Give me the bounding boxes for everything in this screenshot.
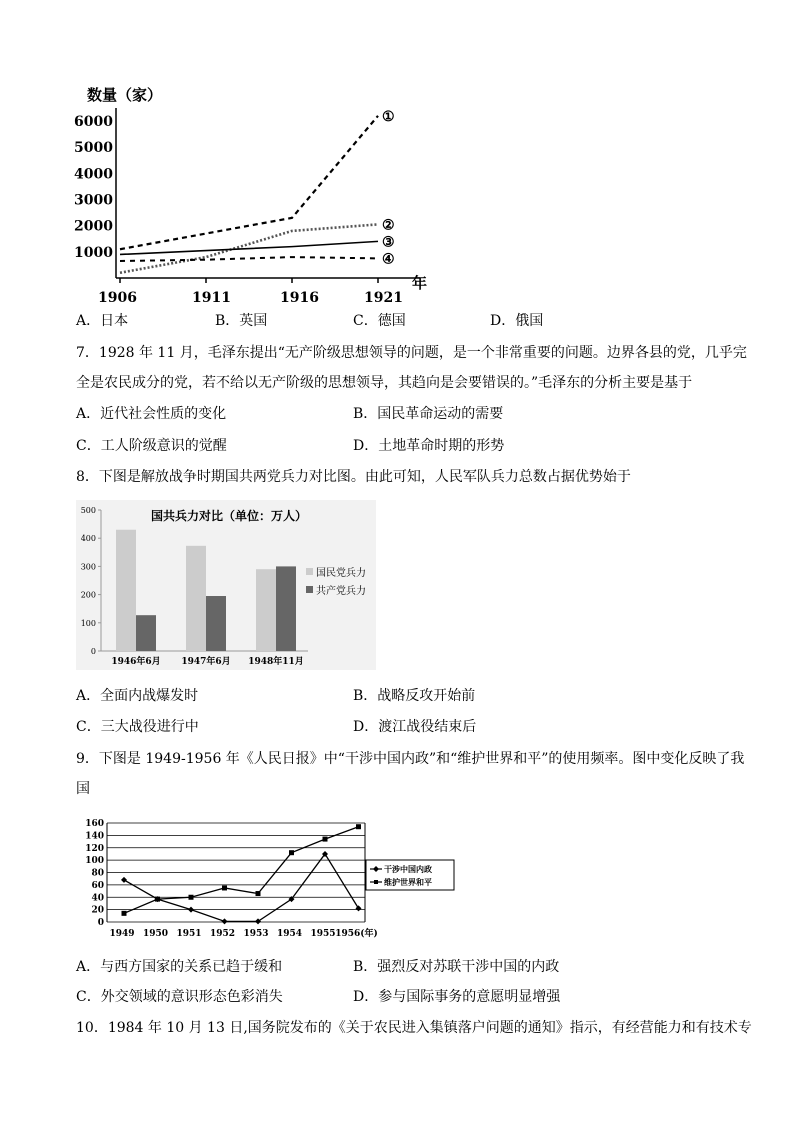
q6-option-a[interactable]: A．日本 [76, 313, 129, 329]
chart2-x-tick-label: 1946年6月 [111, 657, 161, 667]
chart3-point-square [323, 837, 328, 842]
chart3-point-square [356, 824, 361, 829]
q7-option-b[interactable]: B．国民革命运动的需要 [353, 406, 504, 422]
chart1-series-label: ③ [382, 234, 395, 251]
q9-option-b[interactable]: B．强烈反对苏联干涉中国的内政 [353, 959, 560, 975]
chart2-y-tick-label: 0 [90, 647, 96, 656]
q9-stem-line1: 9．下图是 1949-1956 年《人民日报》中“干涉中国内政”和“维护世界和平”的使用频率。图中变化反映了我 [76, 751, 745, 767]
chart3-point-square [122, 911, 127, 916]
q7-option-a[interactable]: A．近代社会性质的变化 [76, 406, 227, 422]
chart1-y-tick-label: 2000 [74, 218, 113, 235]
chart1-y-tick-label: 5000 [74, 140, 113, 157]
chart3-x-tick-label: 1952 [209, 929, 236, 939]
chart1-series-label: ① [382, 108, 395, 125]
chart2-bar [136, 615, 156, 651]
chart3-legend-label-1: 干涉中国内政 [384, 864, 432, 874]
chart3-y-tick-label: 40 [91, 893, 104, 904]
q8-option-c[interactable]: C．三大战役进行中 [76, 719, 199, 735]
chart3-series-line [124, 854, 359, 921]
chart3-y-tick-label: 60 [91, 880, 104, 891]
chart3-x-tick-label: 1955 [310, 929, 336, 939]
chart3-y-tick-label: 140 [85, 831, 104, 842]
q6-option-c[interactable]: C．德国 [353, 313, 406, 329]
chart3-y-tick-label: 0 [97, 918, 104, 928]
chart3-y-tick-label: 160 [85, 819, 104, 829]
chart3-y-tick-label: 20 [91, 905, 104, 916]
q7-stem-line2: 全是农民成分的党，若不给以无产阶级的思想领导，其趋向是会要错误的。”毛泽东的分析主要是基于 [76, 375, 693, 391]
chart1-y-tick-label: 3000 [74, 192, 113, 209]
chart3-legend-marker-2 [374, 880, 378, 884]
chart3-y-tick-label: 80 [91, 868, 104, 879]
chart1-series-line [120, 116, 378, 249]
q9-option-c[interactable]: C．外交领域的意识形态色彩消失 [76, 989, 283, 1005]
q6-option-b[interactable]: B．英国 [215, 313, 268, 329]
chart3-point-diamond [222, 918, 228, 924]
chart1-y-tick-label: 6000 [74, 114, 113, 131]
chart3-point-diamond [121, 877, 127, 883]
q9-option-a[interactable]: A．与西方国家的关系已趋于缓和 [76, 959, 283, 975]
q8-option-d[interactable]: D．渡江战役结束后 [353, 719, 477, 735]
chart3-x-tick-label: 1949 [109, 929, 135, 939]
chart1-x-tick-label: 1921 [364, 290, 403, 306]
q7-option-d[interactable]: D．土地革命时期的形势 [353, 438, 505, 454]
chart3-y-tick-label: 120 [85, 843, 104, 854]
chart3-x-tick-label: 1953 [243, 929, 269, 939]
line-chart-companies [60, 78, 440, 310]
chart2-y-tick-label: 100 [80, 618, 96, 628]
chart1-ylabel: 数量（家） [87, 86, 163, 104]
chart3-legend-label-2: 维护世界和平 [384, 877, 432, 887]
chart1-series-label: ② [382, 217, 395, 234]
chart2-bar [116, 530, 136, 651]
chart1-x-tick-label: 1911 [192, 290, 231, 306]
chart2-legend-kmt: 国民党兵力 [316, 568, 366, 579]
q7-stem-line1: 7．1928 年 11 月，毛泽东提出“无产阶级思想领导的问题，是一个非常重要的问题。边界各县的党，几乎完 [76, 345, 747, 361]
chart1-series-label: ④ [382, 251, 395, 268]
chart1-x-tick-label: 1916 [280, 290, 319, 306]
chart3-point-square [289, 850, 294, 855]
chart1-y-tick-label: 4000 [74, 166, 113, 183]
chart3-x-tick-label: 1956(年) [335, 929, 378, 939]
chart2-legend-swatch-kmt [306, 568, 313, 575]
chart3-point-diamond [188, 907, 194, 913]
chart1-y-tick-label: 1000 [74, 244, 113, 261]
chart3-point-square [222, 885, 227, 890]
chart2-y-tick-label: 200 [80, 590, 96, 600]
chart2-bar [186, 546, 206, 651]
chart2-y-tick-label: 500 [80, 506, 96, 515]
chart2-x-tick-label: 1948年11月 [248, 657, 304, 667]
chart2-title: 国共兵力对比（单位：万人） [151, 509, 308, 523]
chart2-legend-cpc: 共产党兵力 [316, 586, 366, 597]
chart2-bar [276, 566, 296, 651]
chart3-y-tick-label: 100 [85, 856, 104, 867]
chart3-point-square [155, 897, 160, 902]
q8-option-a[interactable]: A．全面内战爆发时 [76, 688, 199, 704]
chart2-legend-swatch-cpc [306, 586, 313, 593]
chart3-point-square [189, 895, 194, 900]
chart3-x-tick-label: 1950 [142, 929, 169, 939]
chart2-bar [206, 596, 226, 651]
q7-option-c[interactable]: C．工人阶级意识的觉醒 [76, 438, 227, 454]
q9-option-d[interactable]: D．参与国际事务的意愿明显增强 [353, 989, 561, 1005]
chart2-x-tick-label: 1947年6月 [181, 657, 231, 667]
q6-option-d[interactable]: D．俄国 [490, 313, 544, 329]
chart3-point-square [256, 891, 261, 896]
chart3-x-tick-label: 1951 [176, 929, 202, 939]
q9-stem-line2: 国 [76, 781, 90, 797]
chart1-x-tick-label: 1906 [98, 290, 137, 306]
q8-stem-line1: 8．下图是解放战争时期国共两党兵力对比图。由此可知，人民军队兵力总数占据优势始于 [76, 469, 631, 485]
line-chart-frequency [80, 816, 460, 944]
q10-stem-line1: 10．1984 年 10 月 13 日,国务院发布的《关于农民进入集镇落户问题的通知》指示，有经营能力和有技术专 [76, 1020, 752, 1036]
chart3-x-tick-label: 1954 [276, 929, 303, 939]
chart3-point-diamond [356, 905, 362, 911]
chart1-series-line [120, 257, 378, 261]
bar-chart-forces [76, 500, 376, 670]
chart2-y-tick-label: 300 [80, 562, 96, 572]
chart2-bar [256, 569, 276, 651]
chart1-x-unit: 年 [412, 274, 428, 292]
q8-option-b[interactable]: B．战略反攻开始前 [353, 688, 476, 704]
chart2-y-tick-label: 400 [80, 534, 96, 544]
